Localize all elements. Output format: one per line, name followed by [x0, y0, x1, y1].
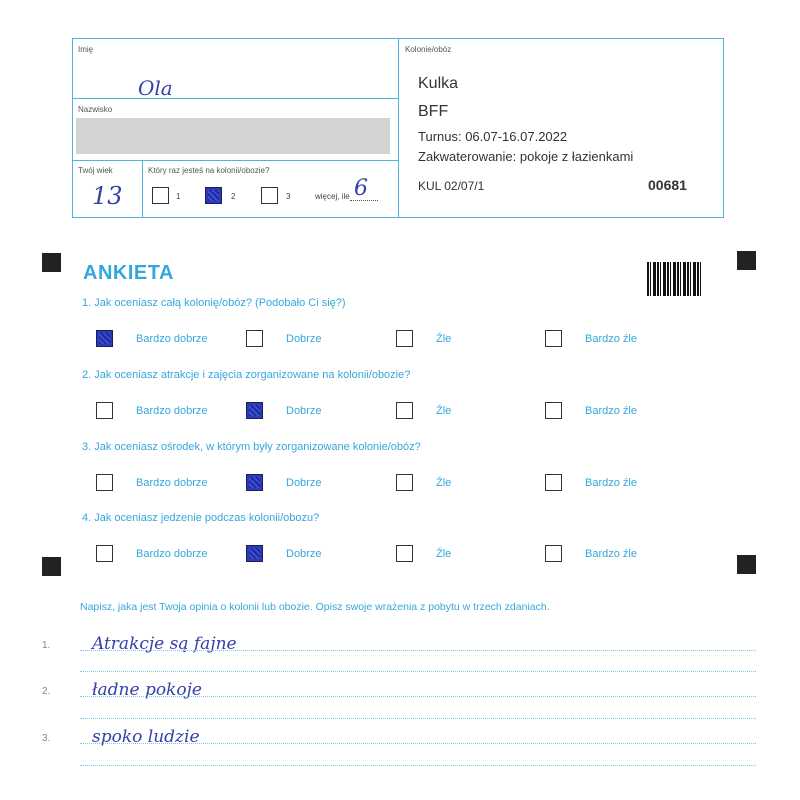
question-text: 1. Jak oceniasz całą kolonię/obóz? (Podobało Ci się?) [82, 297, 346, 309]
answer-option-label: Dobrze [286, 333, 322, 345]
answer-checkbox[interactable] [96, 402, 113, 419]
answer-checkbox[interactable] [246, 545, 263, 562]
answer-option-label: Bardzo źle [585, 405, 637, 417]
answer-checkbox[interactable] [545, 545, 562, 562]
answer-option-label: Bardzo dobrze [136, 405, 208, 417]
kolonia-name: Kulka [418, 75, 459, 92]
nazwisko-redacted [76, 118, 390, 154]
answer-checkbox[interactable] [396, 545, 413, 562]
answer-checkbox[interactable] [96, 474, 113, 491]
answer-line [80, 765, 756, 766]
answer-checkbox[interactable] [545, 330, 562, 347]
wiek-label: Twój wiek [78, 166, 113, 175]
answer-option-label: Dobrze [286, 477, 322, 489]
wiecej-value[interactable]: 6 [354, 176, 368, 201]
answer-number: 2. [42, 686, 51, 697]
kolonia-label: Kolonie/obóz [405, 45, 452, 54]
wiek-value[interactable]: 13 [92, 182, 123, 210]
question-text: 2. Jak oceniasz atrakcje i zajęcia zorganizowane na kolonii/obozie? [82, 369, 411, 381]
time-1-checkbox[interactable] [152, 187, 169, 204]
opinion-prompt: Napisz, jaka jest Twoja opinia o kolonii lub obozie. Opisz swoje wrażenia z pobytu w trzech zdaniach. [80, 601, 550, 613]
answer-option-label: Bardzo źle [585, 477, 637, 489]
barcode [647, 262, 701, 296]
question-text: 3. Jak oceniasz ośrodek, w którym były zorganizowane kolonie/obóz? [82, 441, 421, 453]
time-2-checkbox[interactable] [205, 187, 222, 204]
answer-text[interactable]: spoko ludzie [92, 727, 200, 747]
answer-line [80, 696, 756, 697]
answer-checkbox[interactable] [396, 474, 413, 491]
time-3-label: 3 [286, 192, 291, 201]
answer-line [80, 650, 756, 651]
answer-line [80, 671, 756, 672]
registration-marker [42, 253, 61, 272]
answer-checkbox[interactable] [96, 545, 113, 562]
answer-line [80, 743, 756, 744]
imie-label: Imię [78, 45, 94, 54]
answer-number: 3. [42, 733, 51, 744]
time-1-label: 1 [176, 192, 181, 201]
form-number: 00681 [648, 177, 687, 193]
ktory-raz-label: Który raz jesteś na kolonii/obozie? [148, 166, 270, 175]
answer-option-label: Dobrze [286, 548, 322, 560]
turnus: Turnus: 06.07-16.07.2022 [418, 129, 568, 144]
answer-option-label: Źle [436, 477, 452, 489]
time-3-checkbox[interactable] [261, 187, 278, 204]
answer-text[interactable]: Atrakcje są fajne [92, 634, 237, 654]
answer-checkbox[interactable] [96, 330, 113, 347]
registration-marker [737, 251, 756, 270]
answer-checkbox[interactable] [396, 330, 413, 347]
row-divider-1 [72, 98, 398, 99]
header-divider [398, 38, 399, 218]
answer-option-label: Bardzo źle [585, 548, 637, 560]
row-divider-2 [72, 160, 398, 161]
registration-marker [737, 555, 756, 574]
survey-title: ANKIETA [83, 262, 174, 284]
answer-option-label: Źle [436, 548, 452, 560]
nazwisko-label: Nazwisko [78, 105, 113, 114]
kolonia-sub: BFF [418, 103, 449, 120]
answer-line [80, 718, 756, 719]
answer-checkbox[interactable] [246, 474, 263, 491]
registration-marker [42, 557, 61, 576]
answer-checkbox[interactable] [396, 402, 413, 419]
time-2-label: 2 [231, 192, 236, 201]
answer-option-label: Bardzo dobrze [136, 477, 208, 489]
zakwaterowanie: Zakwaterowanie: pokoje z łazienkami [418, 149, 634, 164]
answer-option-label: Źle [436, 333, 452, 345]
answer-checkbox[interactable] [545, 474, 562, 491]
wiecej-label: więcej, ile [315, 192, 350, 201]
age-divider [142, 160, 143, 218]
answer-text[interactable]: ładne pokoje [92, 680, 202, 700]
imie-value[interactable]: Ola [138, 76, 173, 100]
answer-checkbox[interactable] [545, 402, 562, 419]
answer-checkbox[interactable] [246, 402, 263, 419]
answer-option-label: Bardzo dobrze [136, 548, 208, 560]
answer-checkbox[interactable] [246, 330, 263, 347]
answer-number: 1. [42, 640, 51, 651]
answer-option-label: Źle [436, 405, 452, 417]
answer-option-label: Dobrze [286, 405, 322, 417]
question-text: 4. Jak oceniasz jedzenie podczas kolonii/obozu? [82, 512, 320, 524]
answer-option-label: Bardzo dobrze [136, 333, 208, 345]
answer-option-label: Bardzo źle [585, 333, 637, 345]
code: KUL 02/07/1 [418, 179, 485, 193]
